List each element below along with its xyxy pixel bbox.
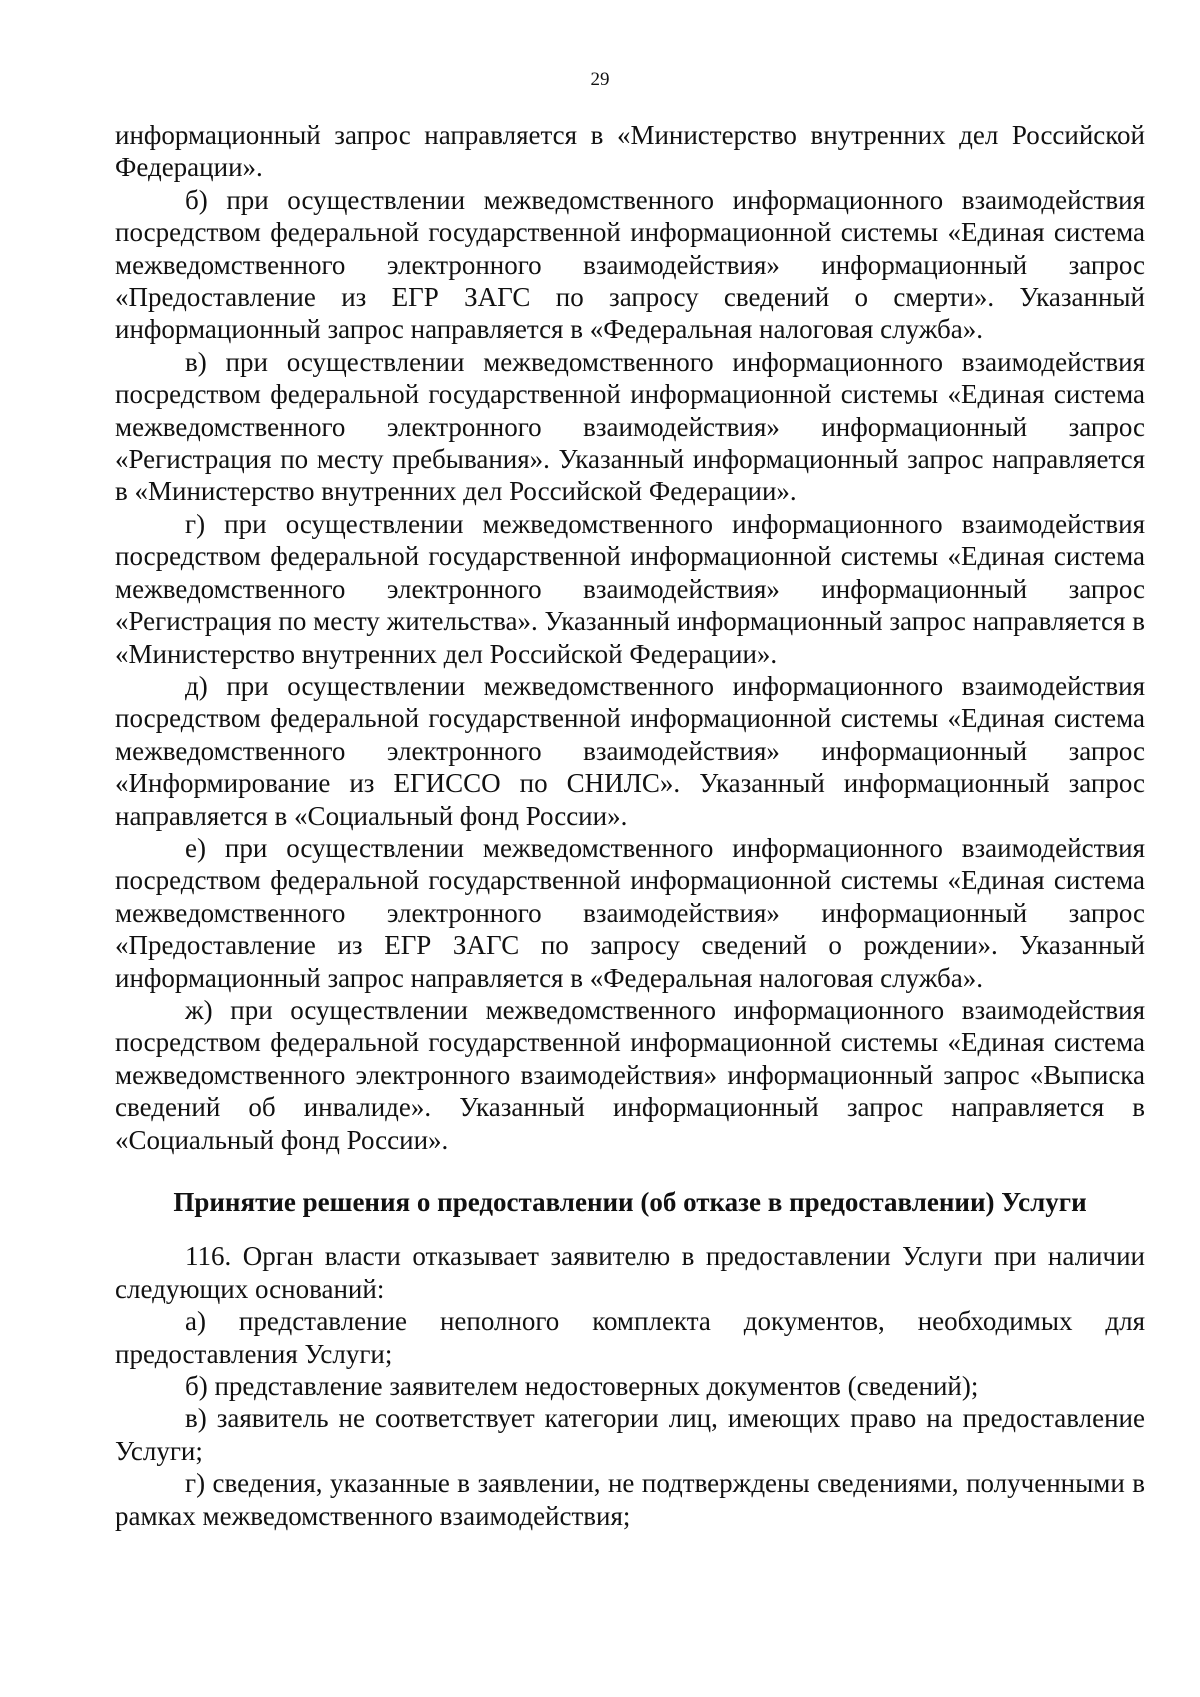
refusal-ground-a: а) представление неполного комплекта документов, необходимых для предоставления Услуги; xyxy=(115,1306,1145,1369)
page-number: 29 xyxy=(590,69,610,90)
paragraph-116: 116. Орган власти отказывает заявителю в предоставлении Услуги при наличии следующих оснований: xyxy=(115,1241,1145,1304)
paragraph-item-b: б) при осуществлении межведомственного информационного взаимодействия посредством федеральной государственной информационной системы «Единая система межведомственного электронного взаимодействия» информационный запрос «Предоставление из ЕГР ЗАГС по запросу сведений о смерти». Указанный информационный запрос направляется в «Федеральная налоговая служба». xyxy=(115,184,1145,345)
document-body xyxy=(115,119,1145,1532)
paragraph-item-e: е) при осуществлении межведомственного информационного взаимодействия посредством федеральной государственной информационной системы «Единая система межведомственного электронного взаимодействия» информационный запрос «Предоставление из ЕГР ЗАГС по запросу сведений о рождении». Указанный информационный запрос направляется в «Федеральная налоговая служба». xyxy=(115,832,1145,993)
paragraph-continuation: информационный запрос направляется в «Министерство внутренних дел Российской Федерации». xyxy=(115,120,1145,183)
section-heading: Принятие решения о предоставлении (об отказе в предоставлении) Услуги xyxy=(173,1187,1087,1217)
paragraph-item-v: в) при осуществлении межведомственного информационного взаимодействия посредством федеральной государственной информационной системы «Единая система межведомственного электронного взаимодействия» информационный запрос «Регистрация по месту пребывания». Указанный информационный запрос направляется в «Министерство внутренних дел Российской Федерации». xyxy=(115,346,1145,507)
paragraph-item-zh: ж) при осуществлении межведомственного информационного взаимодействия посредством федеральной государственной информационной системы «Единая система межведомственного электронного взаимодействия» информационный запрос «Выписка сведений об инвалиде». Указанный информационный запрос направляется в «Социальный фонд России». xyxy=(115,994,1145,1155)
paragraph-item-d: д) при осуществлении межведомственного информационного взаимодействия посредством федеральной государственной информационной системы «Единая система межведомственного электронного взаимодействия» информационный запрос «Информирование из ЕГИССО по СНИЛС». Указанный информационный запрос направляется в «Социальный фонд России». xyxy=(115,670,1145,831)
refusal-ground-b: б) представление заявителем недостоверных документов (сведений); xyxy=(185,1371,979,1402)
refusal-ground-v: в) заявитель не соответствует категории лиц, имеющих право на предоставление Услуги; xyxy=(115,1403,1145,1466)
paragraph-item-g: г) при осуществлении межведомственного информационного взаимодействия посредством федеральной государственной информационной системы «Единая система межведомственного электронного взаимодействия» информационный запрос «Регистрация по месту жительства». Указанный информационный запрос направляется в «Министерство внутренних дел Российской Федерации». xyxy=(115,508,1145,669)
refusal-ground-g: г) сведения, указанные в заявлении, не подтверждены сведениями, полученными в рамках межведомственного взаимодействия; xyxy=(115,1468,1145,1531)
